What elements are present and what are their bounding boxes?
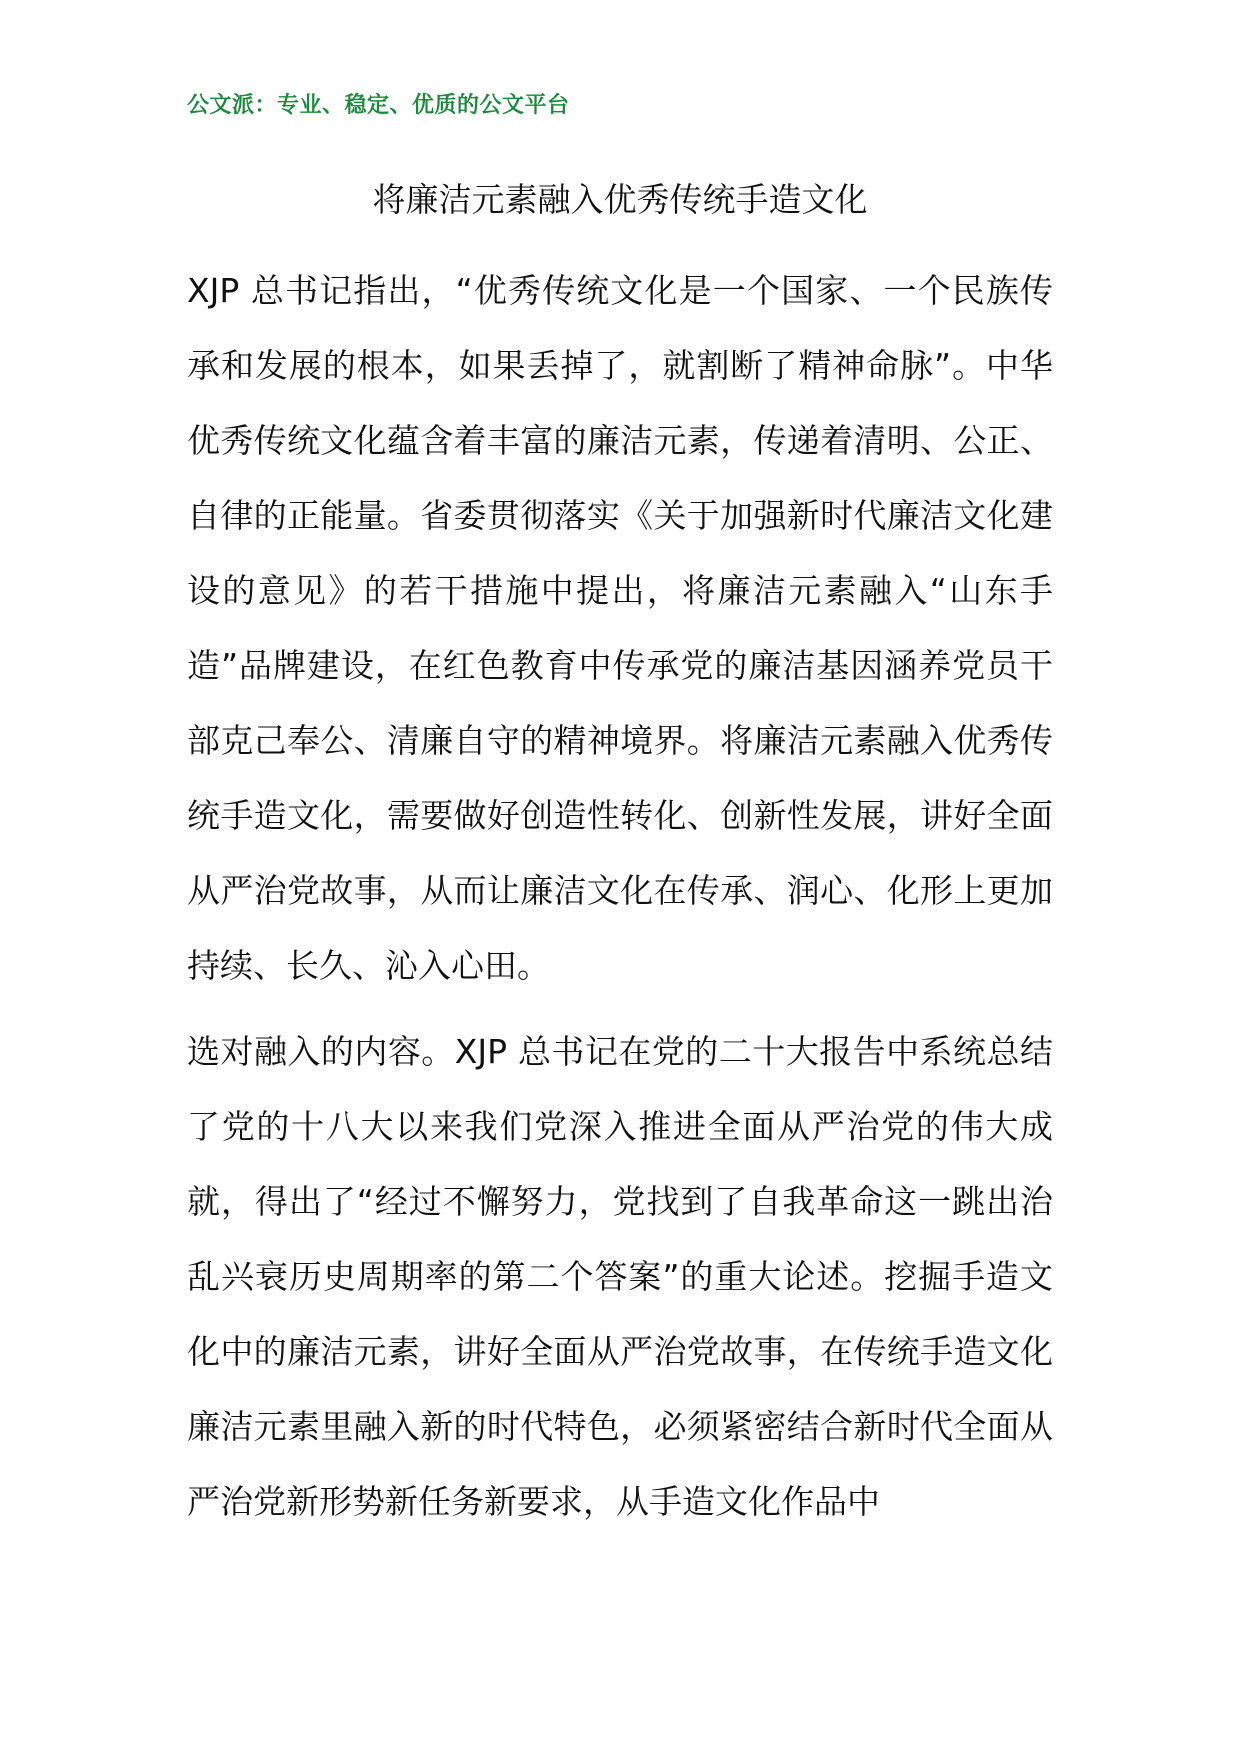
header-tagline: 公文派：专业、稳定、优质的公文平台: [187, 93, 570, 118]
body-paragraph: XJP 总书记指出，“优秀传统文化是一个国家、一个民族传承和发展的根本，如果丢掉了，就割断了精神命脉”。中华优秀传统文化蕴含着丰富的廉洁元素，传递着清明、公正、自律的正能量。省委贯彻落实《关于加强新时代廉洁文化建设的意见》的若干措施中提出，将廉洁元素融入“山东手造”品牌建设，在红色教育中传承党的廉洁基因涵养党员干部克己奉公、清廉自守的精神境界。将廉洁元素融入优秀传统手造文化，需要做好创造性转化、创新性发展，讲好全面从严治党故事，从而让廉洁文化在传承、润心、化形上更加持续、长久、沁入心田。: [187, 271, 1053, 985]
body-paragraph: 选对融入的内容。XJP 总书记在党的二十大报告中系统总结了党的十八大以来我们党深入推进全面从严治党的伟大成就，得出了“经过不懈努力，党找到了自我革命这一跳出治乱兴衰历史周期率的第二个答案”的重大论述。挖掘手造文化中的廉洁元素，讲好全面从严治党故事，在传统手造文化廉洁元素里融入新的时代特色，必须紧密结合新时代全面从严治党新形势新任务新要求，从手造文化作品中: [187, 1032, 1053, 1521]
document-title: 将廉洁元素融入优秀传统手造文化: [372, 180, 868, 219]
